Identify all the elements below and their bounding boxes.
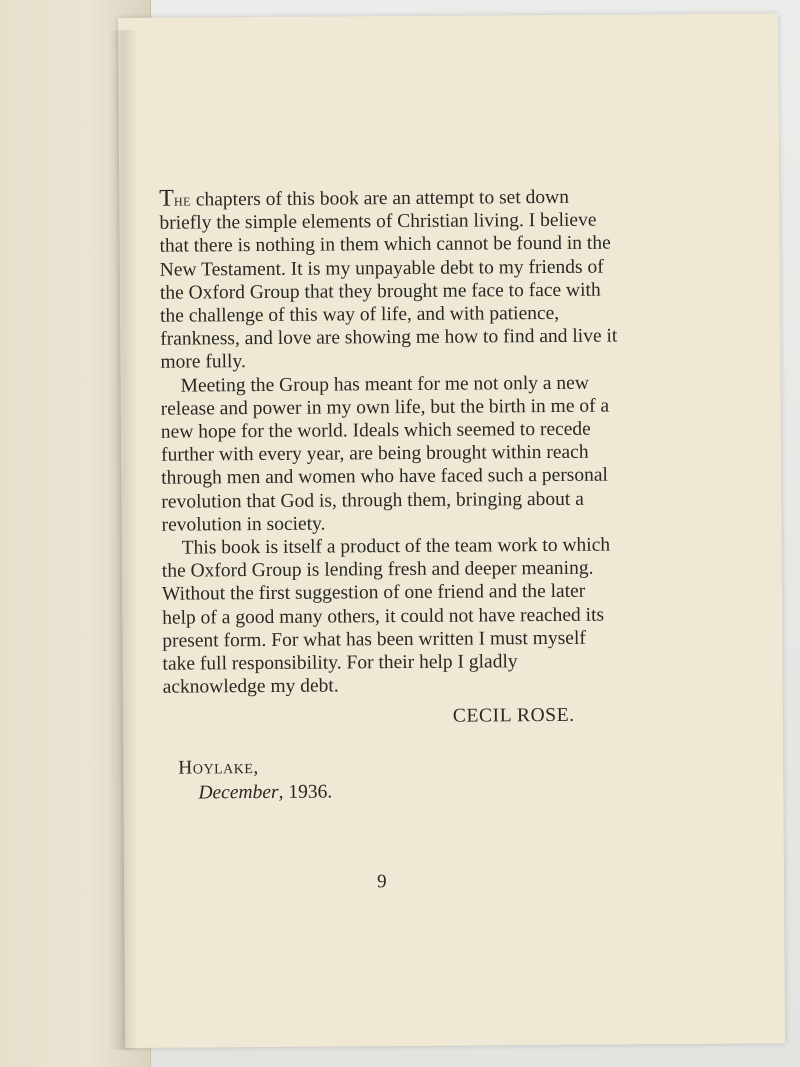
date-line [198,782,332,805]
paragraph-1 [159,185,620,375]
paragraph-1-text: chapters of this book are an attempt to set down briefly the simple elements of Christian living. I believe that there is nothing in them which cannot be found in the New Testament. It is my unpayable debt to my friends of the Oxford Group that they brought me face to face with the challenge of this way of life, and with patience, frankness, and love are showing me how to find and live it more fully. [159,186,618,374]
date-year: , 1936. [278,781,333,803]
date-month: December [198,781,279,804]
book-page [118,13,785,1048]
small-caps-opening: he [173,190,192,210]
paragraph-3: This book is itself a product of the team work to which the Oxford Group is lending fresh and deeper meaning. Without the first suggestion of one friend and the later help of a good many others, it could not have reached its present form. For what has been written I must myself take full responsibility. For their help I gladly acknowledge my debt. [161,534,611,698]
author-signature: CECIL ROSE. [452,704,575,727]
page-number: 9 [376,871,387,893]
place-name: Hoylake, [178,757,259,779]
paragraph-2: Meeting the Group has meant for me not only a new release and power in my own life, but the birth in me of a new hope for the world. Ideals which seemed to recede further with every year, are being brought within reach through men and women who have faced such a personal revolution that God is, through them, bringing about a revolution in society. [160,372,610,536]
gutter-shadow [108,30,138,1050]
preface-text [159,185,623,700]
drop-cap: T [159,185,175,212]
